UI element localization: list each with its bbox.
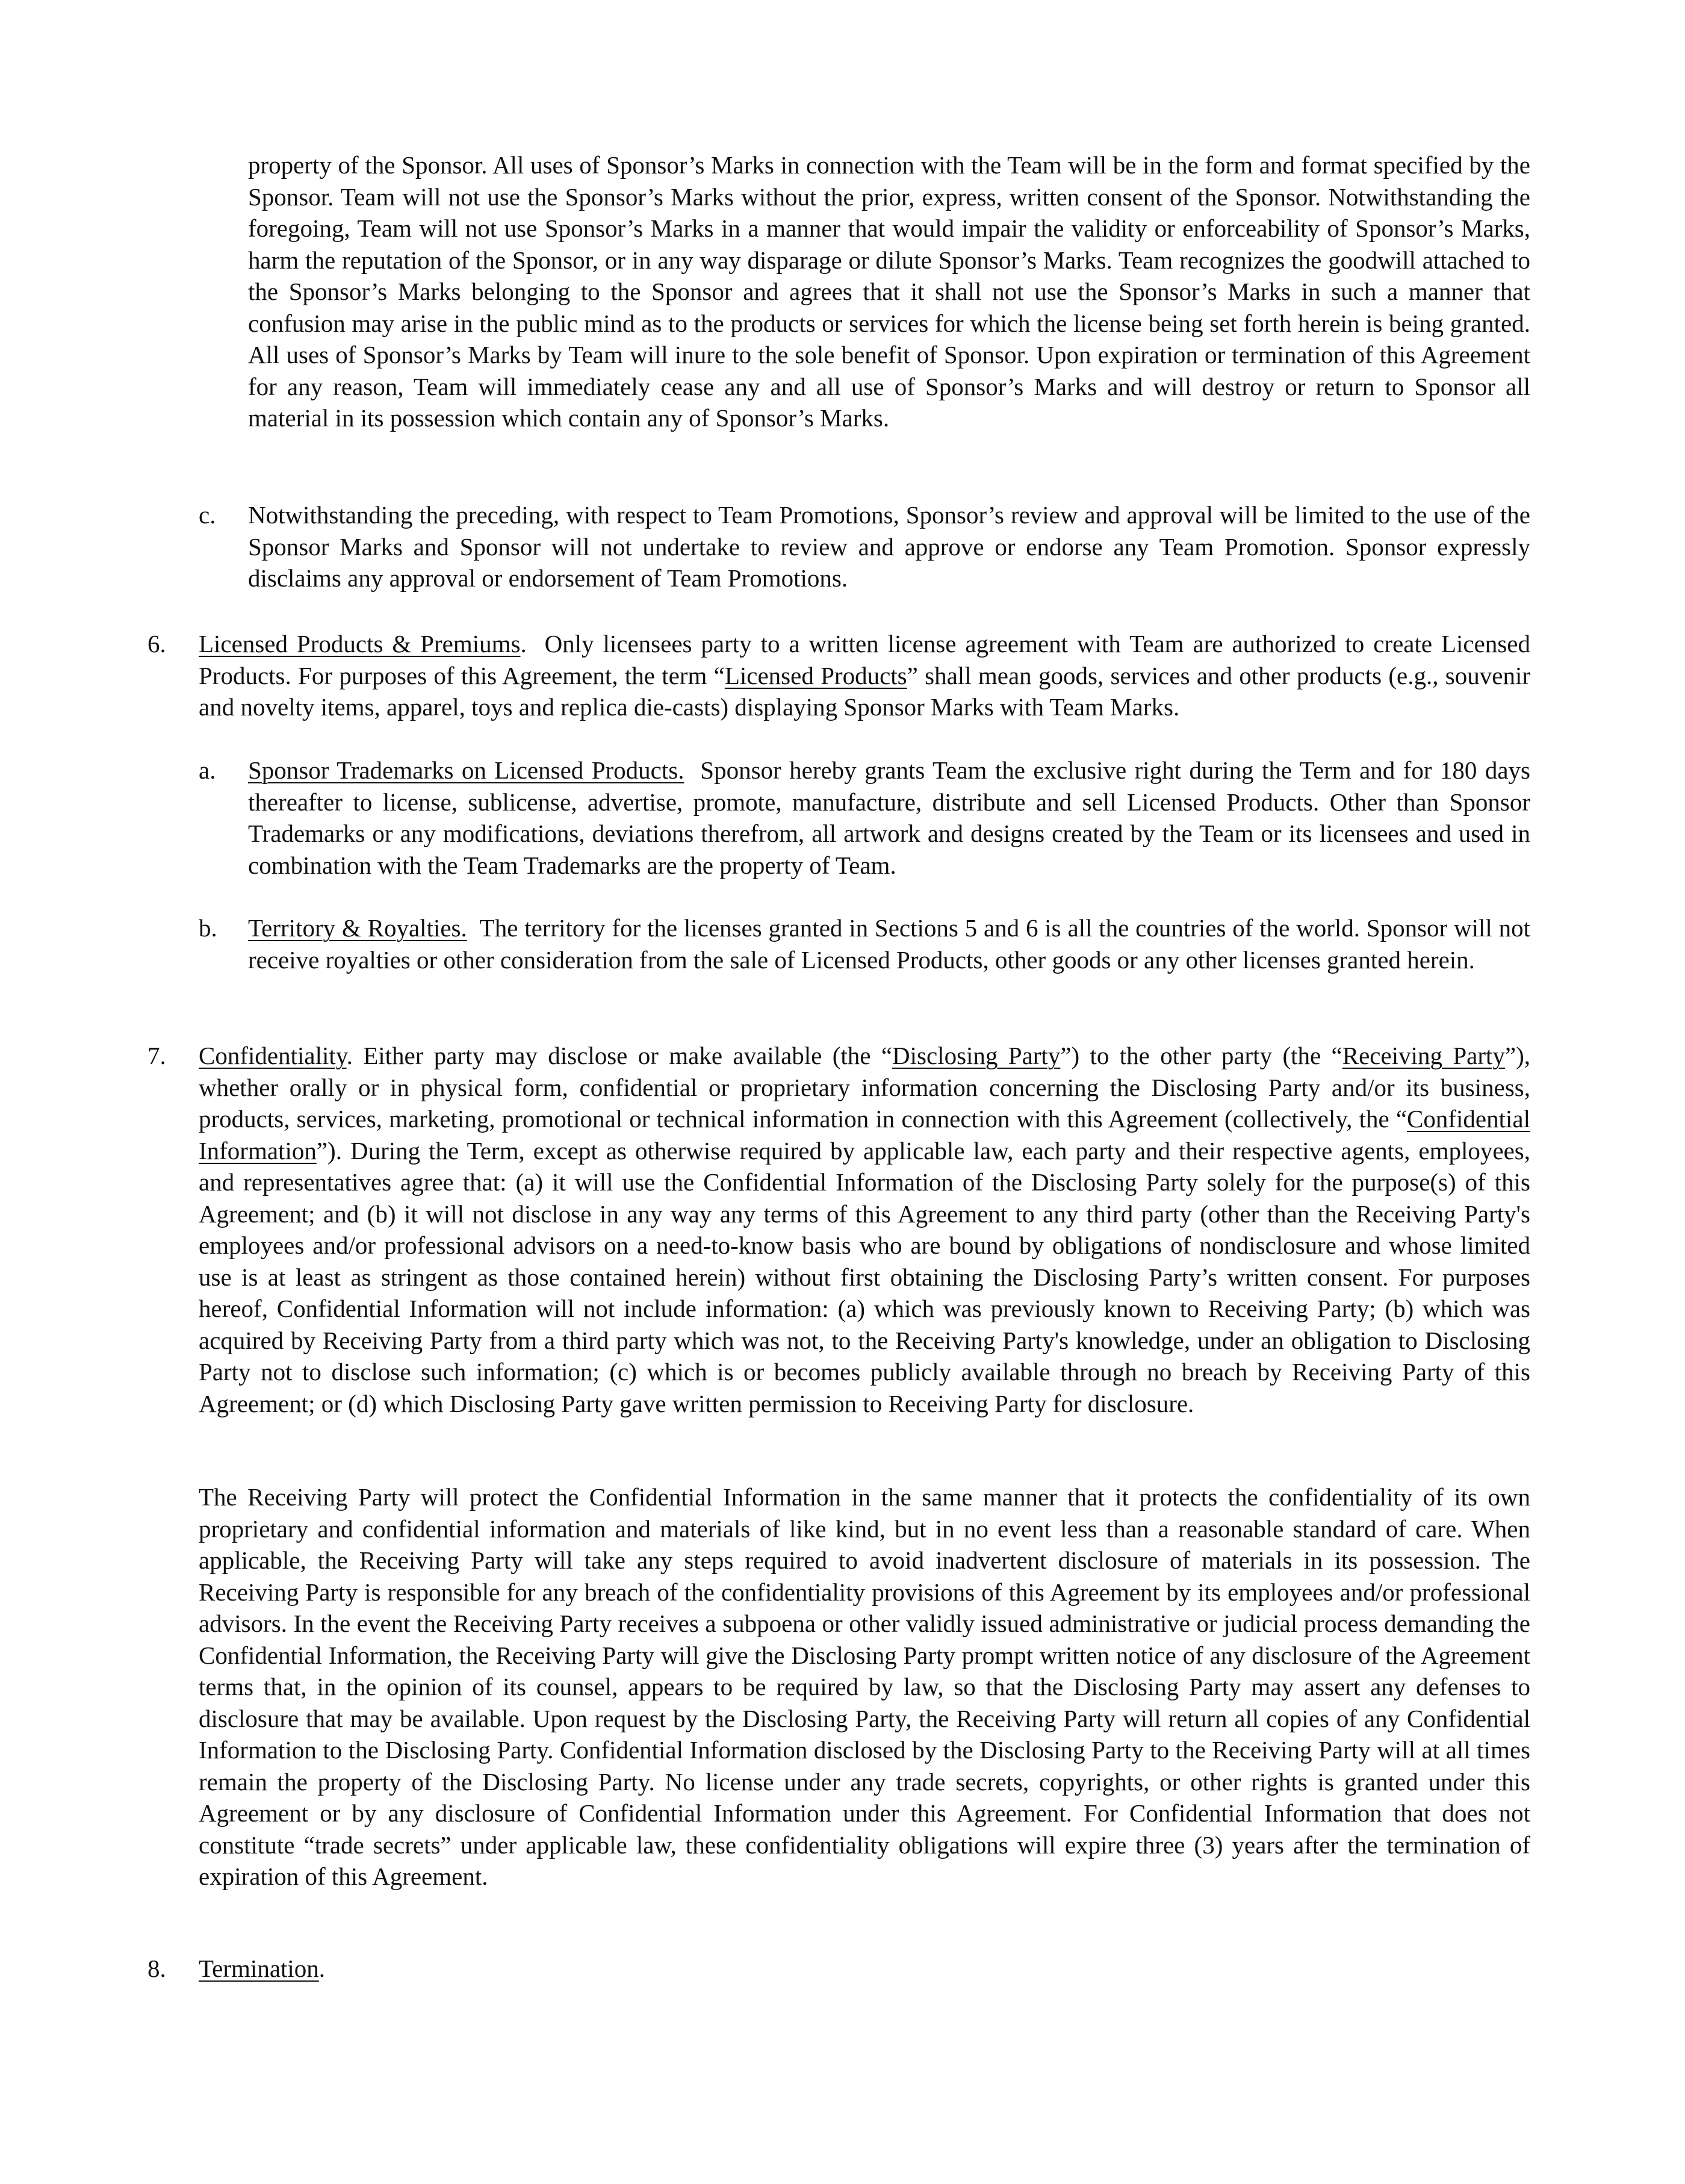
section-7-text-4: ”). During the Term, except as otherwise required by applicable law, each party and their respective agents, employees, and representatives agree that: (a) it will use the Confidential Information of the Disclosing Party solely for the purpose(s) of this Agreement; and (b) it will not disclose in any way any terms of this Agreement to any third party (other than the Receiving Party's employees and/or professional advisors on a need-to-know basis who are bound by obligations of nondisclosure and whose limited use is at least as stringent as those contained herein) without first obtaining the Disclosing Party’s written consent. For purposes hereof, Confidential Information will not include information: (a) which was previously known to Receiving Party; (b) which was acquired by Receiving Party from a third party which was not, to the Receiving Party's knowledge, under an obligation to Disclosing Party not to disclose such information; (c) which is or becomes publicly available through no breach by Receiving Party of this Agreement; or (d) which Disclosing Party gave written permission to Receiving Party for disclosure.: [199, 1136, 1530, 1417]
section-8-heading: Termination: [199, 1955, 319, 1982]
section-6-heading-punct: .: [520, 630, 527, 658]
item-6b-paragraph: [248, 912, 1530, 975]
section-7-text-2: ”) to the other party (the “: [1060, 1042, 1342, 1069]
term-disclosing-party: Disclosing Party: [892, 1042, 1061, 1069]
item-5c-text: Notwithstanding the preceding, with respect to Team Promotions, Sponsor’s review and approval will be limited to the use of the Sponsor Marks and Sponsor will not undertake to review and approve or endorse any Team Promotion. Sponsor expressly disclaims any approval or endorsement of Team Promotions.: [248, 501, 1530, 592]
section-7-text-1: . Either party may disclose or make available (the “: [346, 1042, 893, 1069]
section-8-number: 8.: [147, 1955, 166, 1982]
term-licensed-products: Licensed Products: [724, 661, 907, 689]
section-8-paragraph: [199, 1953, 1530, 1985]
term-receiving-party: Receiving Party: [1342, 1042, 1505, 1069]
carryover-paragraph: [248, 149, 1530, 434]
section-6-heading: Licensed Products & Premiums: [199, 630, 521, 658]
section-6-text-2: ” shall mean goods, services and other products (e.g., souvenir and novelty items, apparel, toys and replica die-casts) displaying Sponsor Marks with Team Marks.: [199, 661, 1530, 721]
section-7-number: 7.: [147, 1042, 166, 1069]
section-7-paragraph-2: [199, 1481, 1530, 1893]
item-6b-text: The territory for the licenses granted in Sections 5 and 6 is all the countries of the world. Sponsor will not receive royalties or other consideration from the sale of Licensed Products, other goods or any other licenses granted herein.: [248, 914, 1531, 974]
section-7-paragraph-2-text: The Receiving Party will protect the Confidential Information in the same manner that it protects the confidentiality of its own proprietary and confidential information and materials of like kind, but in no event less than a reasonable standard of care. When applicable, the Receiving Party will take any steps required to avoid inadvertent disclosure of materials in its possession. The Receiving Party is responsible for any breach of the confidentiality provisions of this Agreement by its employees and/or professional advisors. In the event the Receiving Party receives a subpoena or other validly issued administrative or judicial process demanding the Confidential Information, the Receiving Party will give the Disclosing Party prompt written notice of any disclosure of the Agreement terms that, in the opinion of its counsel, appears to be required by law, so that the Disclosing Party may assert any defenses to disclosure that may be available. Upon request by the Disclosing Party, the Receiving Party will return all copies of any Confidential Information to the Disclosing Party. Confidential Information disclosed by the Disclosing Party to the Receiving Party will at all times remain the property of the Disclosing Party. No license under any trade secrets, copyrights, or other rights is granted under this Agreement or by any disclosure of Confidential Information under this Agreement. For Confidential Information that does not constitute “trade secrets” under applicable law, these confidentiality obligations will expire three (3) years after the termination of expiration of this Agreement.: [199, 1483, 1530, 1890]
section-6-number: 6.: [147, 630, 166, 658]
item-6b-label: b.: [199, 914, 217, 942]
term-confidential-information: Confidential Information: [199, 1105, 1530, 1165]
section-6-text-1: Only licensees party to a written license agreement with Team are authorized to create Licensed Products. For purposes of this Agreement, the term “: [199, 630, 1530, 689]
item-6a-label: a.: [199, 756, 216, 784]
item-6b-heading: Territory & Royalties.: [248, 914, 467, 942]
item-6a-heading: Sponsor Trademarks on Licensed Products.: [248, 756, 684, 784]
section-7-text-3: ”), whether orally or in physical form, confidential or proprietary information concerning the Disclosing Party and/or its business, products, services, marketing, promotional or technical information in connection with this Agreement (collectively, the “: [199, 1042, 1530, 1133]
section-7-paragraph: [199, 1040, 1530, 1419]
item-6a-text: Sponsor hereby grants Team the exclusive right during the Term and for 180 days thereafter to license, sublicense, advertise, promote, manufacture, distribute and sell Licensed Products. Other than Sponsor Trademarks or any modifications, deviations therefrom, all artwork and designs created by the Team or its licensees and used in combination with the Team Trademarks are the property of Team.: [248, 756, 1530, 879]
carryover-text: property of the Sponsor. All uses of Sponsor’s Marks in connection with the Team will be in the form and format specified by the Sponsor. Team will not use the Sponsor’s Marks without the prior, express, written consent of the Sponsor. Notwithstanding the foregoing, Team will not use Sponsor’s Marks in a manner that would impair the validity or enforceability of Sponsor’s Marks, harm the reputation of the Sponsor, or in any way disparage or dilute Sponsor’s Marks. Team recognizes the goodwill attached to the Sponsor’s Marks belonging to the Sponsor and agrees that it shall not use the Sponsor’s Marks in such a manner that confusion may arise in the public mind as to the products or services for which the license being set forth herein is being granted. All uses of Sponsor’s Marks by Team will inure to the sole benefit of Sponsor. Upon expiration or termination of this Agreement for any reason, Team will immediately cease any and all use of Sponsor’s Marks and will destroy or return to Sponsor all material in its possession which contain any of Sponsor’s Marks.: [248, 151, 1530, 432]
item-5c-label: c.: [199, 501, 216, 529]
section-6-paragraph: [199, 628, 1530, 723]
item-5c-paragraph: [248, 499, 1530, 594]
item-6a-paragraph: [248, 754, 1530, 881]
section-8-heading-punct: .: [318, 1955, 326, 1982]
section-7-heading: Confidentiality: [199, 1042, 347, 1069]
